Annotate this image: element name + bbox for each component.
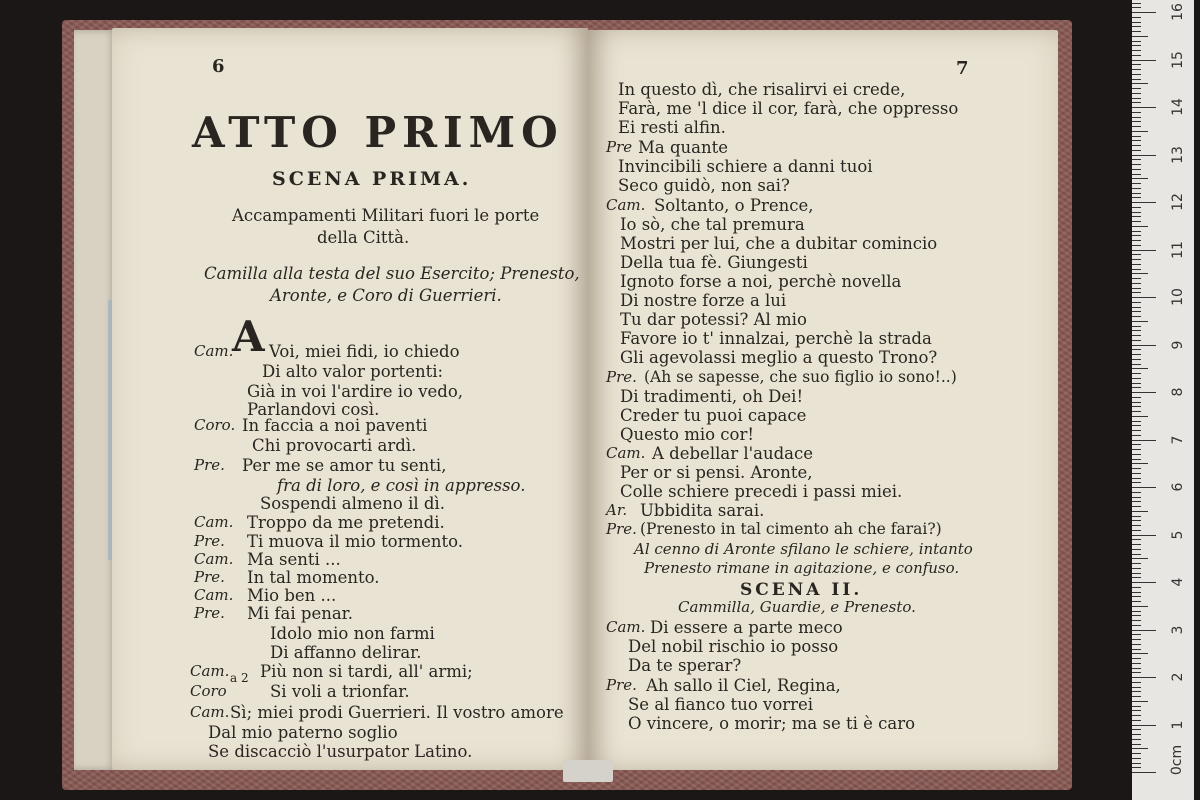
verse-line: (Ah se sapesse, che suo figlio io sono!..) — [644, 368, 957, 386]
ruler-tick — [1132, 530, 1141, 531]
verse-line: In faccia a noi paventi — [242, 416, 428, 435]
ruler-tick — [1132, 615, 1141, 616]
ruler-tick — [1132, 772, 1156, 773]
ruler-tick — [1132, 250, 1156, 251]
ruler-tick — [1132, 577, 1141, 578]
ruler-tick — [1132, 620, 1141, 621]
ruler-tick — [1132, 64, 1141, 65]
ruler-tick — [1132, 601, 1141, 602]
ruler-tick — [1132, 193, 1141, 194]
ruler-tick — [1132, 459, 1141, 460]
ruler-tick — [1132, 126, 1141, 127]
verse-line: Soltanto, o Prence, — [654, 196, 814, 215]
verse-line: Voi, miei fidi, io chiedo — [269, 342, 460, 361]
ruler-tick — [1132, 767, 1141, 768]
verse-line: Parlandovi così. — [247, 400, 380, 419]
ruler-label: 6 — [1170, 482, 1186, 492]
ruler-tick — [1132, 212, 1141, 213]
ruler-tick — [1132, 763, 1141, 764]
verse-line: Di nostre forze a lui — [620, 291, 787, 310]
ruler-tick — [1132, 349, 1141, 350]
ruler-tick — [1132, 720, 1141, 721]
ruler-tick — [1132, 592, 1141, 593]
ruler-tick — [1132, 606, 1148, 607]
ruler-tick — [1132, 79, 1141, 80]
ruler-tick — [1132, 402, 1141, 403]
ruler-label: 0cm — [1169, 744, 1185, 776]
ruler-tick — [1132, 725, 1156, 726]
speaker-label: Pre. — [194, 532, 225, 550]
verse-line: Ubbidita sarai. — [640, 501, 765, 520]
ruler-tick — [1132, 663, 1141, 664]
speaker-label: Cam. — [606, 444, 646, 462]
setting-line-1: Accampamenti Militari fuori le porte — [232, 206, 540, 225]
ruler-tick — [1132, 169, 1141, 170]
ruler-label: 16 — [1170, 3, 1186, 21]
speaker-label: Coro — [190, 682, 227, 700]
ruler-tick — [1132, 98, 1141, 99]
ruler-tick — [1132, 183, 1141, 184]
ruler-label: 8 — [1170, 387, 1186, 397]
ruler-tick — [1132, 273, 1148, 274]
a2-mark: a 2 — [230, 671, 249, 685]
ruler-tick — [1132, 658, 1141, 659]
ruler-tick — [1132, 174, 1141, 175]
act-title: ATTO PRIMO — [192, 108, 564, 157]
ruler-tick — [1132, 634, 1141, 635]
ruler-label: 3 — [1170, 625, 1186, 634]
ruler-tick — [1132, 416, 1148, 417]
ruler-tick — [1132, 630, 1156, 631]
ruler-label: 1 — [1170, 720, 1186, 729]
ruler-tick — [1132, 525, 1141, 526]
ruler-label: 5 — [1170, 530, 1186, 539]
ruler-tick — [1132, 216, 1141, 217]
verse-line: Se discacciò l'usurpator Latino. — [208, 742, 473, 761]
ruler-tick — [1132, 302, 1141, 303]
ruler-tick — [1132, 492, 1141, 493]
ruler-tick — [1132, 107, 1156, 108]
ruler-tick — [1132, 549, 1141, 550]
verse-line: Del nobil rischio io posso — [628, 637, 839, 656]
ruler-tick — [1132, 672, 1141, 673]
speaker-label: Cam. — [190, 662, 230, 680]
page-number: 6 — [212, 56, 225, 77]
speaker-label: Pre. — [606, 368, 637, 386]
ruler-tick — [1132, 150, 1141, 151]
ruler-tick — [1132, 644, 1141, 645]
verse-line: Questo mio cor! — [620, 425, 754, 444]
speaker-label: Pre. — [194, 604, 225, 622]
scene-heading: SCENA PRIMA. — [272, 168, 472, 190]
stage-direction: Prenesto rimane in agitazione, e confuso. — [644, 559, 960, 577]
ruler-tick — [1132, 330, 1141, 331]
ruler-tick — [1132, 378, 1141, 379]
ruler-tick — [1132, 155, 1156, 156]
ruler-tick — [1132, 482, 1141, 483]
right-page — [588, 30, 1058, 770]
ruler-tick — [1132, 207, 1141, 208]
ruler-tick — [1132, 691, 1141, 692]
speaker-label: Ar. — [606, 501, 628, 519]
ruler-tick — [1132, 121, 1141, 122]
speaker-label: Cam. — [606, 196, 646, 214]
ruler-tick — [1132, 392, 1156, 393]
ruler-label: 11 — [1170, 240, 1186, 259]
ruler-tick — [1132, 288, 1141, 289]
ruler-tick — [1132, 596, 1141, 597]
ruler-tick — [1132, 701, 1148, 702]
verse-line: Ma quante — [638, 138, 729, 157]
speaker-label: Cam. — [194, 586, 234, 604]
ruler-tick — [1132, 202, 1156, 203]
ruler-tick — [1132, 744, 1141, 745]
ruler-tick — [1132, 254, 1141, 255]
verse-line: Troppo da me pretendi. — [247, 513, 445, 532]
ruler-tick — [1132, 292, 1141, 293]
ruler-tick — [1132, 444, 1141, 445]
verse-line: Gli agevolassi meglio a questo Trono? — [620, 348, 938, 367]
ruler-tick — [1132, 739, 1141, 740]
ruler-tick — [1132, 625, 1141, 626]
ruler-tick — [1132, 430, 1141, 431]
ruler-tick — [1132, 558, 1148, 559]
ruler-tick — [1132, 221, 1141, 222]
ruler-tick — [1132, 197, 1141, 198]
ruler-tick — [1132, 231, 1141, 232]
left-page — [112, 28, 588, 770]
ruler-tick — [1132, 478, 1141, 479]
verse-line: Ignoto forse a noi, perchè novella — [620, 272, 902, 291]
ruler-label: 10 — [1170, 288, 1186, 306]
ruler-tick — [1132, 710, 1141, 711]
ruler-tick — [1132, 112, 1141, 113]
verse-line: Per me se amor tu senti, — [242, 456, 447, 475]
speaker-label: Cam. — [606, 618, 646, 636]
verse-line: Dal mio paterno soglio — [208, 723, 398, 742]
ruler-tick — [1132, 373, 1141, 374]
ruler-tick — [1132, 45, 1141, 46]
ruler-tick — [1132, 487, 1156, 488]
ruler-tick — [1132, 102, 1141, 103]
ruler-tick — [1132, 406, 1141, 407]
ruler-tick — [1132, 506, 1141, 507]
ruler-tick — [1132, 354, 1141, 355]
ruler-tick — [1132, 568, 1141, 569]
verse-line: Farà, me 'l dice il cor, farà, che oppresso — [618, 99, 959, 118]
verse-line: Chi provocarti ardì. — [252, 436, 417, 455]
ruler-tick — [1132, 653, 1148, 654]
ruler-tick — [1132, 31, 1141, 32]
ruler-tick — [1132, 240, 1141, 241]
ruler-label: 9 — [1170, 340, 1186, 349]
ruler-tick — [1132, 729, 1141, 730]
ruler-tick — [1132, 611, 1141, 612]
verse-line: Sì; miei prodi Guerrieri. Il vostro amore — [230, 703, 564, 722]
verse-line: Colle schiere precedi i passi miei. — [620, 482, 903, 501]
ruler-tick — [1132, 573, 1141, 574]
ruler-tick — [1132, 140, 1141, 141]
ruler-tick — [1132, 264, 1141, 265]
characters-line-1: Camilla alla testa del suo Esercito; Prenesto, — [204, 264, 580, 283]
ruler-tick — [1132, 383, 1141, 384]
ruler-tick — [1132, 715, 1141, 716]
ruler-tick — [1132, 283, 1141, 284]
ruler-tick — [1132, 454, 1141, 455]
ruler-tick — [1132, 668, 1141, 669]
verse-line: Si voli a trionfar. — [270, 682, 410, 701]
speaker-label: Pre. — [194, 456, 225, 474]
ruler-tick — [1132, 3, 1141, 4]
ruler-tick — [1132, 93, 1141, 94]
ruler-tick — [1132, 425, 1141, 426]
ruler-tick — [1132, 535, 1156, 536]
measurement-ruler — [1132, 0, 1194, 800]
verse-line: Sospendi almeno il dì. — [260, 494, 445, 513]
characters-2: Cammilla, Guardie, e Prenesto. — [678, 598, 916, 616]
ruler-tick — [1132, 235, 1141, 236]
page-number: 7 — [956, 58, 969, 79]
drop-cap: A — [232, 312, 265, 361]
verse-line: Di affanno delirar. — [270, 643, 422, 662]
verse-line: Mostri per lui, che a dubitar comincio — [620, 234, 938, 253]
verse-line: Da te sperar? — [628, 656, 742, 675]
ruler-tick — [1132, 539, 1141, 540]
ruler-tick — [1132, 463, 1148, 464]
ruler-tick — [1132, 473, 1141, 474]
ruler-tick — [1132, 359, 1141, 360]
ruler-tick — [1132, 145, 1141, 146]
verse-line: Idolo mio non farmi — [270, 624, 435, 643]
ruler-tick — [1132, 60, 1156, 61]
ruler-label: 2 — [1170, 672, 1186, 682]
ruler-tick — [1132, 682, 1141, 683]
ruler-tick — [1132, 83, 1148, 84]
speaker-label: Coro. — [194, 416, 236, 434]
verse-line: Più non si tardi, all' armi; — [260, 662, 473, 681]
verse-line: Se al fianco tuo vorrei — [628, 695, 814, 714]
ruler-tick — [1132, 69, 1141, 70]
ruler-tick — [1132, 188, 1141, 189]
verse-line: Di alto valor portenti: — [262, 362, 444, 381]
ruler-tick — [1132, 511, 1148, 512]
ruler-tick — [1132, 7, 1141, 8]
ruler-tick — [1132, 326, 1141, 327]
ruler-tick — [1132, 245, 1141, 246]
ruler-tick — [1132, 259, 1141, 260]
ruler-tick — [1132, 696, 1141, 697]
ruler-tick — [1132, 159, 1141, 160]
verse-line: Ei resti alfin. — [618, 118, 726, 137]
setting-line-2: della Città. — [317, 228, 410, 247]
ruler-tick — [1132, 311, 1141, 312]
ruler-tick — [1132, 12, 1156, 13]
ruler-tick — [1132, 687, 1141, 688]
verse-line: Tu dar potessi? Al mio — [620, 310, 807, 329]
ruler-tick — [1132, 269, 1141, 270]
ruler-tick — [1132, 17, 1141, 18]
ruler-tick — [1132, 136, 1141, 137]
ruler-tick — [1132, 449, 1141, 450]
ruler-tick — [1132, 36, 1148, 37]
verse-line: Favore io t' innalzai, perchè la strada — [620, 329, 932, 348]
ruler-label: 15 — [1170, 50, 1186, 69]
ruler-tick — [1132, 387, 1141, 388]
bookmark-ribbon — [563, 760, 613, 782]
speaker-label: Pre. — [194, 568, 225, 586]
ruler-tick — [1132, 734, 1141, 735]
ruler-tick — [1132, 297, 1156, 298]
stage-direction: Al cenno di Aronte sfilano le schiere, intanto — [634, 540, 973, 558]
verse-line: Già in voi l'ardire io vedo, — [247, 382, 464, 401]
ruler-tick — [1132, 117, 1141, 118]
speaker-label: Pre. — [606, 520, 637, 538]
ruler-tick — [1132, 497, 1141, 498]
ruler-tick — [1132, 649, 1141, 650]
ruler-tick — [1132, 706, 1141, 707]
verse-line: Di tradimenti, oh Dei! — [620, 387, 804, 406]
verse-line: Mio ben ... — [247, 586, 337, 605]
ruler-tick — [1132, 41, 1141, 42]
verse-line: Ma senti ... — [247, 550, 341, 569]
verse-line: Di essere a parte meco — [650, 618, 843, 637]
ruler-tick — [1132, 421, 1141, 422]
ruler-tick — [1132, 411, 1141, 412]
verse-line: Io sò, che tal premura — [620, 215, 805, 234]
verse-line: Seco guidò, non sai? — [618, 176, 790, 195]
ruler-tick — [1132, 520, 1141, 521]
ruler-label: 14 — [1170, 98, 1186, 116]
ruler-tick — [1132, 335, 1141, 336]
ruler-tick — [1132, 501, 1141, 502]
ruler-tick — [1132, 440, 1156, 441]
verse-line: Invincibili schiere a danni tuoi — [618, 157, 873, 176]
speaker-label: Cam. — [194, 550, 234, 568]
ruler-tick — [1132, 131, 1148, 132]
verse-line: A debellar l'audace — [652, 444, 814, 463]
ruler-tick — [1132, 368, 1148, 369]
ruler-tick — [1132, 582, 1156, 583]
ruler-tick — [1132, 88, 1141, 89]
ruler-tick — [1132, 278, 1141, 279]
ruler-tick — [1132, 468, 1141, 469]
speaker-label: Pre. — [606, 676, 637, 694]
characters-line-2: Aronte, e Coro di Guerrieri. — [270, 286, 502, 305]
ruler-tick — [1132, 753, 1141, 754]
ruler-tick — [1132, 758, 1141, 759]
speaker-label: Cam. — [194, 513, 234, 531]
ruler-tick — [1132, 397, 1141, 398]
speaker-label: Cam. — [194, 342, 234, 360]
ruler-tick — [1132, 316, 1141, 317]
verse-line: Per or si pensi. Aronte, — [620, 463, 813, 482]
ruler-tick — [1132, 26, 1141, 27]
ruler-tick — [1132, 307, 1141, 308]
ruler-tick — [1132, 748, 1148, 749]
ruler-tick — [1132, 516, 1141, 517]
ruler-tick — [1132, 226, 1148, 227]
ruler-tick — [1132, 50, 1141, 51]
speaker-label: Cam. — [190, 703, 230, 721]
verse-line: In questo dì, che risalirvi ei crede, — [618, 80, 906, 99]
ruler-label: 12 — [1170, 193, 1186, 211]
ruler-tick — [1132, 340, 1141, 341]
ruler-tick — [1132, 74, 1141, 75]
ruler-tick — [1132, 639, 1141, 640]
ruler-label: 13 — [1170, 145, 1186, 164]
verse-line: In tal momento. — [247, 568, 380, 587]
verse-line: O vincere, o morir; ma se ti è caro — [628, 714, 916, 733]
ruler-tick — [1132, 677, 1156, 678]
scene-heading-2: SCENA II. — [740, 580, 863, 600]
verse-line: Ti muova il mio tormento. — [247, 532, 464, 551]
ruler-tick — [1132, 22, 1141, 23]
verse-line: Creder tu puoi capace — [620, 406, 807, 425]
ruler-tick — [1132, 554, 1141, 555]
ruler-label: 4 — [1170, 577, 1186, 587]
ruler-tick — [1132, 587, 1141, 588]
speaker-label: Pre — [606, 138, 633, 156]
ruler-tick — [1132, 345, 1156, 346]
ruler-label: 7 — [1170, 435, 1186, 444]
ruler-tick — [1132, 55, 1141, 56]
verse-line: Ah sallo il Ciel, Regina, — [646, 676, 841, 695]
ruler-tick — [1132, 164, 1141, 165]
ruler-tick — [1132, 321, 1148, 322]
ruler-tick — [1132, 435, 1141, 436]
verse-line: Della tua fè. Giungesti — [620, 253, 808, 272]
ruler-tick — [1132, 544, 1141, 545]
ruler-tick — [1132, 364, 1141, 365]
verse-line: Mi fai penar. — [247, 604, 353, 623]
ruler-tick — [1132, 178, 1148, 179]
ruler-tick — [1132, 563, 1141, 564]
verse-line: (Prenesto in tal cimento ah che farai?) — [640, 520, 942, 538]
stage-note: fra di loro, e così in appresso. — [277, 476, 526, 495]
